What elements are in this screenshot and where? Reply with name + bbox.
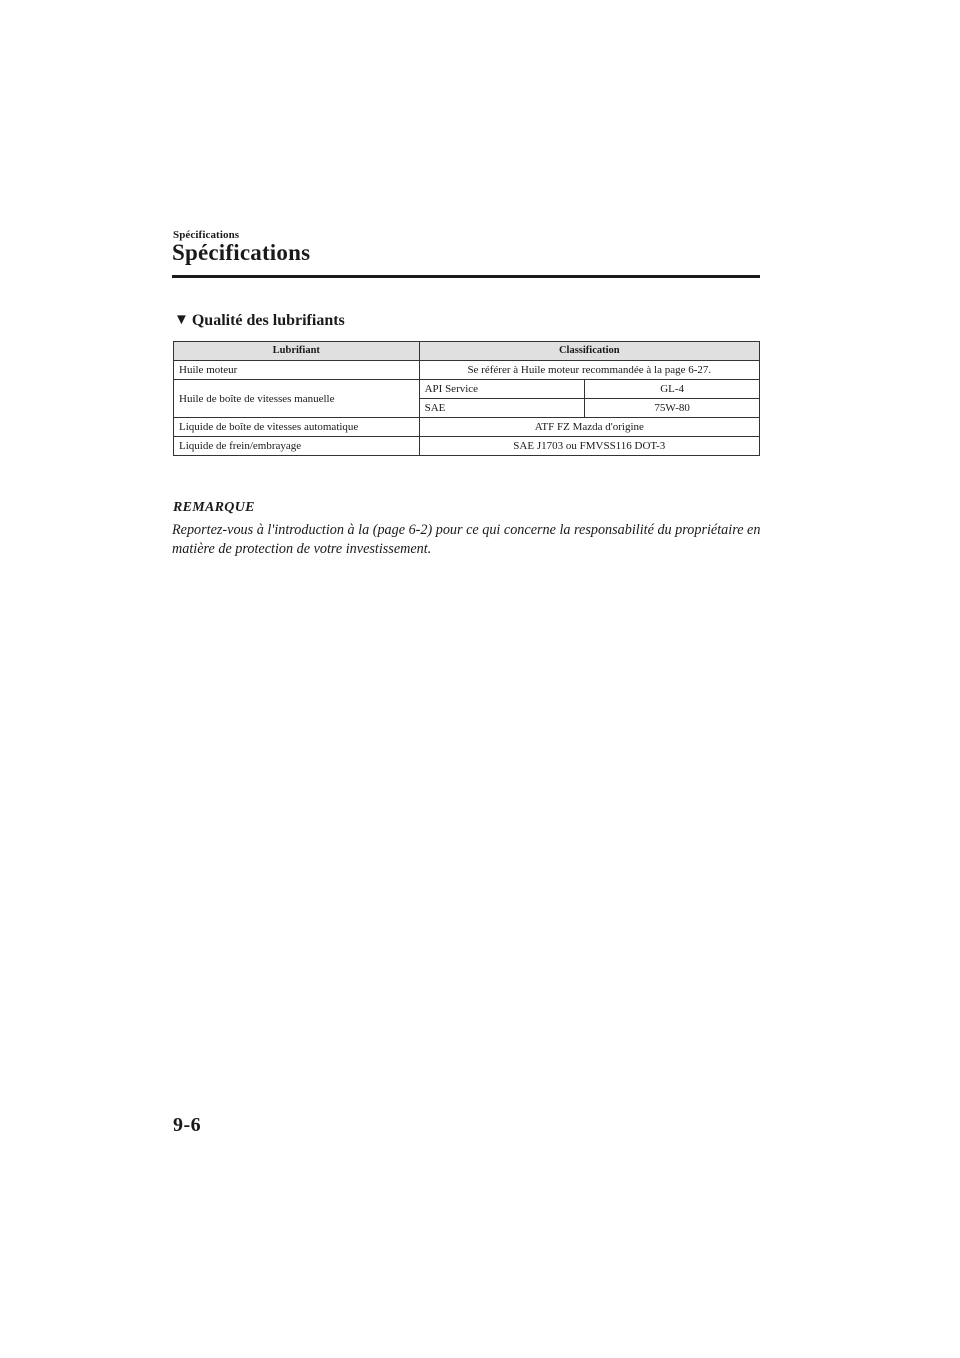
table-row [174,418,760,437]
lubricant-cell: Liquide de boîte de vitesses automatique [174,418,420,437]
section-heading-text: Qualité des lubrifiants [191,312,345,329]
classification-cell: ATF FZ Mazda d'origine [419,418,759,437]
lubricant-cell: Huile de boîte de vitesses manuelle [174,380,420,418]
lubricant-cell: Liquide de frein/embrayage [174,437,420,456]
section-heading [174,312,345,330]
classification-key-cell: API Service [419,380,585,399]
table-row [174,437,760,456]
classification-cell: SAE J1703 ou FMVSS116 DOT-3 [419,437,759,456]
chapter-title: Spécifications [172,240,311,265]
lubricant-cell: Huile moteur [174,361,420,380]
table-row [174,380,760,399]
classification-key-cell: SAE [419,399,585,418]
note-title: REMARQUE [173,500,255,515]
title-rule [172,275,760,278]
header-lubricant: Lubrifiant [174,342,420,361]
classification-value-cell: GL-4 [585,380,760,399]
classification-value-cell: 75W-80 [585,399,760,418]
table-header-row [174,342,760,361]
table-row [174,361,760,380]
triangle-down-icon: ▼ [174,311,189,328]
header-classification: Classification [419,342,759,361]
note-body: Reportez-vous à l'introduction à la (page 6-2) pour ce qui concerne la responsabilité du propriétaire en matière de protection de votre investissement. [172,522,761,557]
lubricants-table [173,341,760,456]
page-number: 9-6 [173,1114,202,1136]
running-head: Spécifications [173,229,240,241]
classification-cell: Se référer à Huile moteur recommandée à la page 6-27. [419,361,759,380]
